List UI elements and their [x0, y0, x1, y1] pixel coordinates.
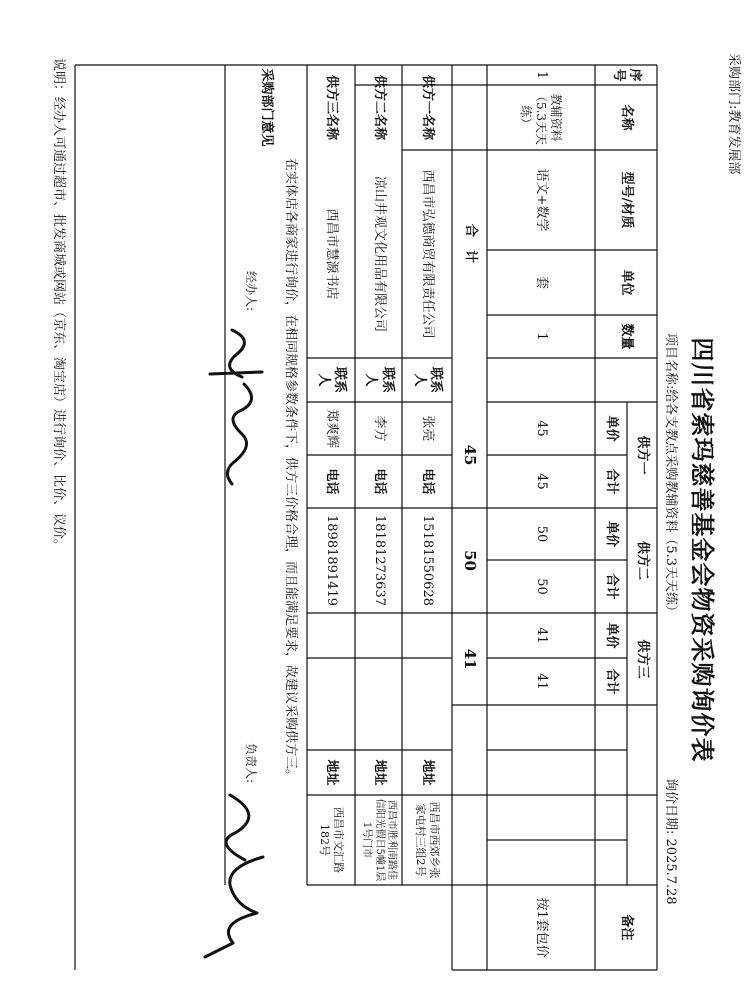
- supplier2-contact-label: 联系人: [363, 366, 395, 393]
- item-qty: 1: [534, 332, 550, 341]
- handler-label: 经办人:: [244, 271, 259, 312]
- supplier1-phone-label: 电话: [420, 468, 436, 495]
- header-seq: 序号: [611, 68, 643, 82]
- responsible-label: 负责人:: [244, 743, 259, 784]
- department-label: 采购部门:教育发展部: [726, 53, 742, 175]
- supplier1-phone: 15181550628: [420, 515, 436, 606]
- supplier2-phone: 18181273637: [371, 515, 387, 606]
- supplier3-phone-label: 电话: [324, 468, 340, 495]
- header-s2-subtotal: 合计: [604, 573, 620, 600]
- supplier3-label: 供方三名称: [324, 74, 340, 140]
- supplier3-contact-label: 联系人: [316, 366, 348, 393]
- supplier2-address-label: 地址: [371, 759, 387, 786]
- supplier1-label: 供方一名称: [420, 74, 436, 140]
- responsible-signature: [195, 785, 275, 965]
- header-name: 名称: [619, 104, 635, 131]
- supplier2-name: 凉山井观文化用品有限公司: [371, 175, 387, 332]
- total-label: 合 计: [462, 223, 478, 263]
- header-s1-subtotal: 合计: [604, 468, 620, 495]
- supplier1-contact-label: 联系人: [412, 366, 444, 393]
- header-remark: 备注: [619, 914, 635, 941]
- form-title: 四川省索玛慈善基金会物资采购询价表: [688, 337, 717, 763]
- supplier2-label: 供方二名称: [371, 74, 387, 140]
- header-s1-unit-price: 单价: [604, 415, 620, 442]
- header-s3-subtotal: 合计: [604, 668, 620, 695]
- header-model: 型号/材质: [619, 171, 635, 229]
- project-name: 项目名称:给各支教点采购教辅资料（5.3天天练）: [663, 333, 679, 619]
- header-supplier3: 供方三: [635, 639, 651, 679]
- supplier1-address: 西昌市西郊乡张家屯村三组2号: [414, 801, 441, 879]
- header-supplier1: 供方一: [635, 435, 651, 475]
- supplier1-contact: 张亮: [420, 415, 436, 442]
- supplier3-name: 西昌市慧源书店: [324, 208, 340, 300]
- item-s2-price: 50: [534, 525, 550, 543]
- header-supplier2: 供方二: [635, 540, 651, 580]
- header-s2-unit-price: 单价: [604, 520, 620, 547]
- item-remark: 按1套包价: [534, 897, 550, 958]
- item-s3-price: 41: [534, 627, 550, 644]
- item-name: 教辅资料（5.3天天练）: [519, 89, 564, 146]
- supplier1-address-label: 地址: [420, 759, 436, 786]
- supplier2-contact: 李方: [371, 415, 387, 442]
- supplier3-contact: 郑爽辉: [324, 408, 340, 448]
- total-supplier1: 45: [460, 444, 479, 466]
- supplier3-address-label: 地址: [324, 759, 340, 786]
- item-s3-total: 41: [534, 673, 550, 690]
- supplier1-name: 西昌市弘德商贸有限责任公司: [420, 169, 436, 339]
- total-supplier3: 41: [460, 648, 479, 670]
- supplier2-phone-label: 电话: [371, 468, 387, 495]
- item-unit: 套: [534, 275, 550, 289]
- header-qty: 数量: [619, 323, 635, 350]
- item-s1-total: 45: [534, 473, 550, 490]
- item-model: 语文+数学: [534, 168, 550, 232]
- item-seq: 1: [534, 70, 550, 80]
- opinion-text: 在实体店各商家进行询价，在相同规格参数条件下，供方三价格合理，而且能满足要求，故建议采购供方三。: [283, 158, 299, 783]
- total-supplier2: 50: [460, 550, 479, 571]
- item-s1-price: 45: [534, 420, 550, 437]
- header-spacer: [595, 358, 657, 402]
- supplier2-address: 西昌市胜利南路佳信阳光假日5幢1层1号门市: [361, 798, 398, 882]
- header-s3-unit-price: 单价: [604, 622, 620, 649]
- opinion-label: 采购部门意见: [259, 68, 275, 147]
- inquiry-date: 询价日期: 2025.7.28: [663, 778, 679, 905]
- supplier3-address: 西昌市文汇路182号: [318, 807, 345, 873]
- header-unit: 单位: [619, 269, 635, 296]
- supplier3-phone: 18981891419: [324, 515, 340, 606]
- footnote: 说明：经办人可通过超市、批发商城或网站（京东、淘宝店）进行询价、比价、议价。: [51, 58, 67, 553]
- item-s2-total: 50: [534, 578, 550, 595]
- handler-signature: [202, 322, 272, 492]
